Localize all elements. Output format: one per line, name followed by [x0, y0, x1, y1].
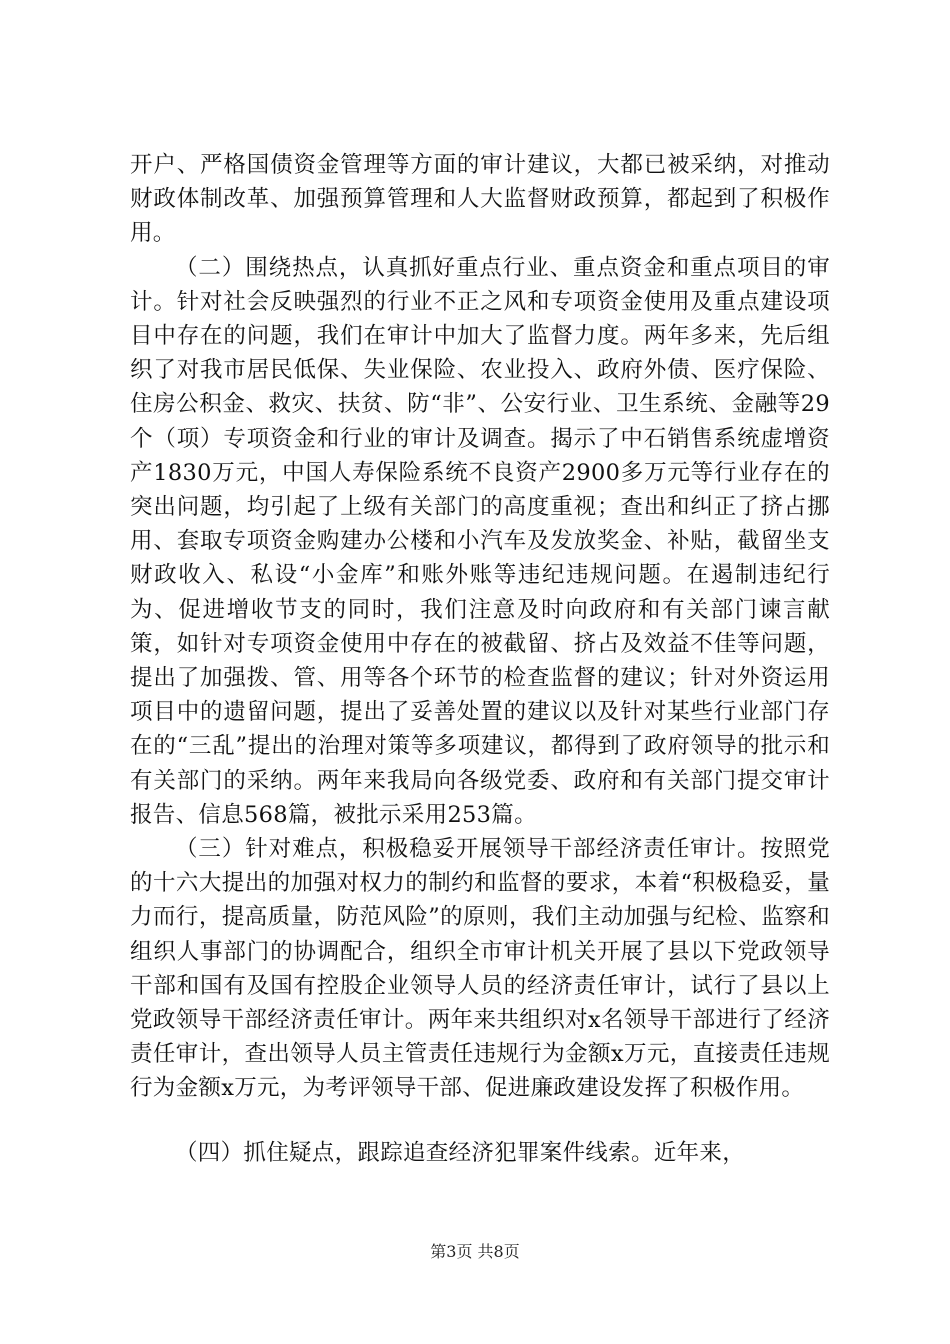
- page-footer: [0, 1242, 950, 1262]
- paragraph-section-4: （四）抓住疑点，跟踪追查经济犯罪案件线索。近年来，: [175, 1139, 746, 1166]
- paragraph-section-3: （三）针对难点，积极稳妥开展领导干部经济责任审计。按照党的十六大提出的加强对权力的制约和监督的要求，本着“积极稳妥，量力而行，提高质量，防范风险”的原则，我们主动加强与纪检、监察和组织人事部门的协调配合，组织全市审计机关开展了县以下党政领导干部和国有及国有控股企业领导人员的经济责任审计，试行了县以上党政领导干部经济责任审计。两年来共组织对x名领导干部进行了经济责任审计，查出领导人员主管责任违规行为金额x万元，直接责任违规行为金额x万元，为考评领导干部、促进廉政建设发挥了积极作用。: [130, 836, 830, 1102]
- paragraph-section-2: （二）围绕热点，认真抓好重点行业、重点资金和重点项目的审计。针对社会反映强烈的行业不正之风和专项资金使用及重点建设项目中存在的问题，我们在审计中加大了监督力度。两年多来，先后组织了对我市居民低保、失业保险、农业投入、政府外债、医疗保险、住房公积金、救灾、扶贫、防“非”、公安行业、卫生系统、金融等29个（项）专项资金和行业的审计及调查。揭示了中石销售系统虚增资产1830万元，中国人寿保险系统不良资产2900多万元等行业存在的突出问题，均引起了上级有关部门的高度重视；查出和纠正了挤占挪用、套取专项资金购建办公楼和小汽车及发放奖金、补贴，截留坐支财政收入、私设“小金库”和账外账等违纪违规问题。在遏制违纪行为、促进增收节支的同时，我们注意及时向政府和有关部门谏言献策，如针对专项资金使用中存在的被截留、挤占及效益不佳等问题，提出了加强拨、管、用等各个环节的检查监督的建议；针对外资运用项目中的遗留问题，提出了妥善处置的建议以及针对某些行业部门存在的“三乱”提出的治理对策等多项建议，都得到了政府领导的批示和有关部门的采纳。两年来我局向各级党委、政府和有关部门提交审计报告、信息568篇，被批示采用253篇。: [130, 254, 830, 828]
- document-body: [130, 148, 830, 1170]
- paragraph-continuation: 开户、严格国债资金管理等方面的审计建议，大都已被采纳，对推动财政体制改革、加强预算管理和人大监督财政预算，都起到了积极作用。: [130, 152, 830, 247]
- page-number: 第3页 共8页: [430, 1242, 520, 1261]
